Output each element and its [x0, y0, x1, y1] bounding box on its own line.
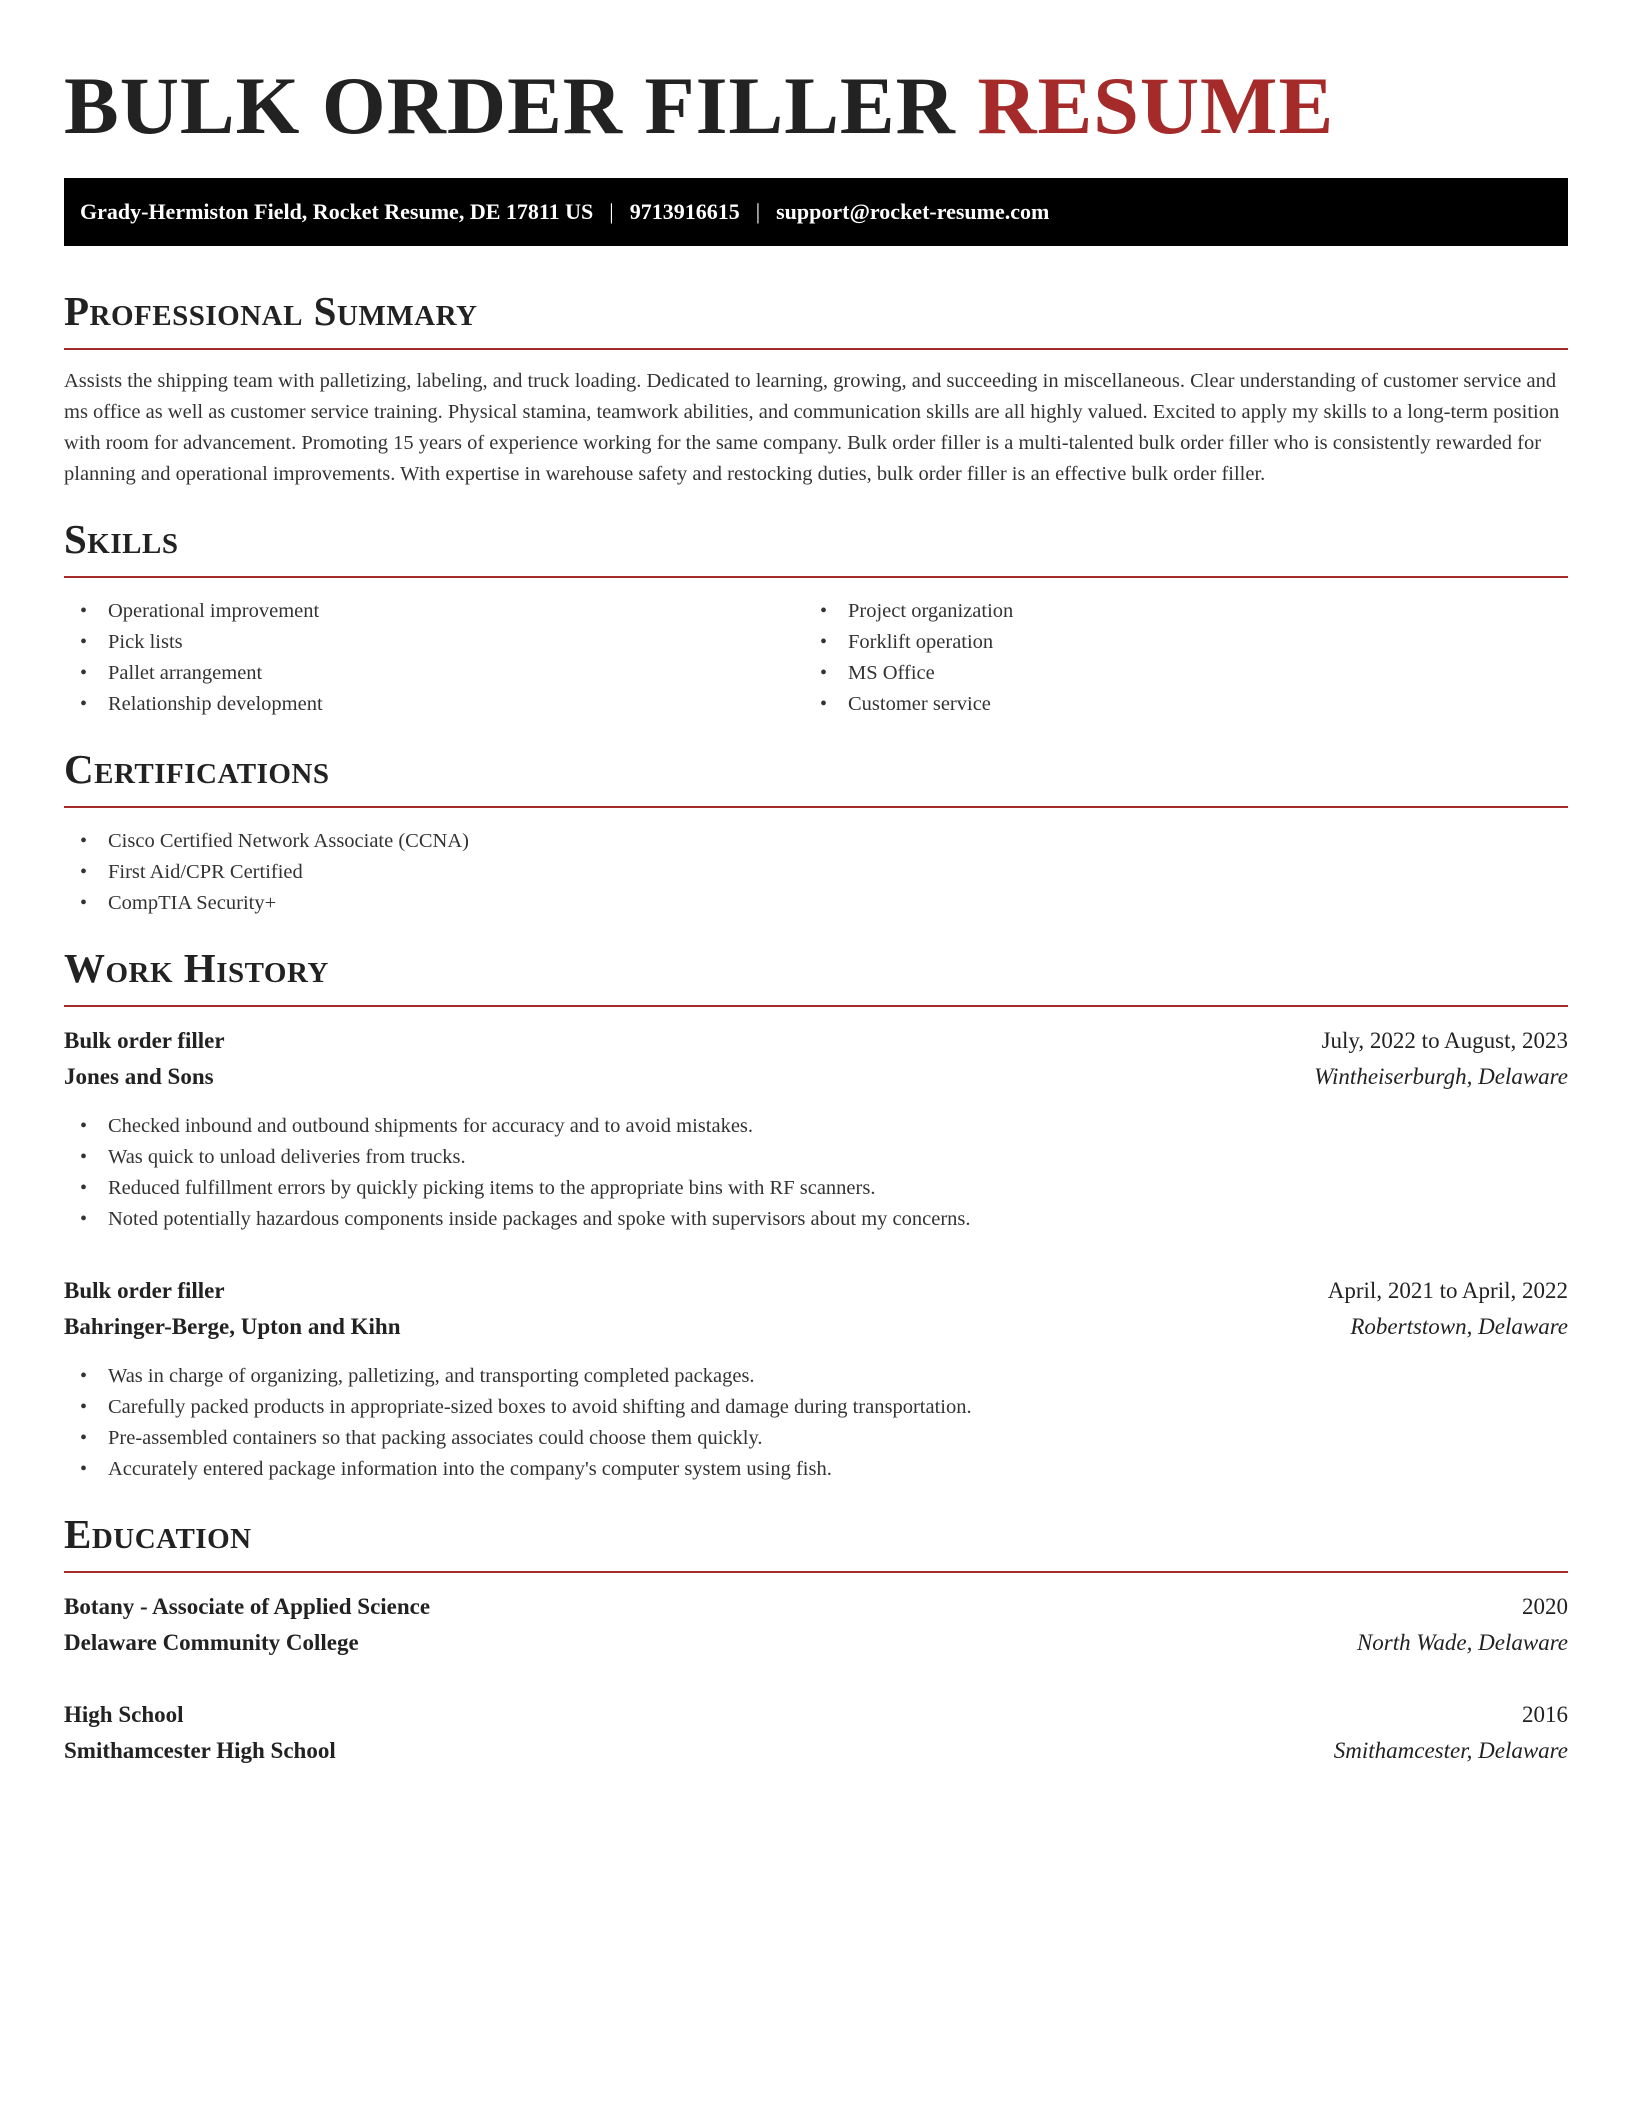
work-history-section	[64, 945, 1568, 1485]
summary-text: Assists the shipping team with palletizing, labeling, and truck loading. Dedicated to learning, growing, and succeeding in miscellaneous. Clear understanding of customer service and ms office as well as customer service training. Physical stamina, teamwork abilities, and communication skills are all highly valued. Excited to apply my skills to a long-term position with room for advancement. Promoting 15 years of experience working for the same company. Bulk order filler is a multi-talented bulk order filler who is consistently rewarded for planning and operational improvements. With expertise in warehouse safety and restocking duties, bulk order filler is an effective bulk order filler.	[64, 370, 1560, 485]
skill-item: • MS Office	[804, 658, 1544, 689]
job-duties-list	[64, 1361, 1568, 1485]
skill-item: • Pick lists	[64, 627, 804, 658]
section-heading: Certifications	[64, 746, 330, 792]
section-divider	[64, 1005, 1568, 1007]
certification-item: • First Aid/CPR Certified	[64, 857, 1568, 888]
section-divider	[64, 348, 1568, 350]
section-divider	[64, 1571, 1568, 1573]
education-year: 2020	[1522, 1594, 1568, 1619]
education-year: 2016	[1522, 1702, 1568, 1727]
job-duty: • Accurately entered package information into the company's computer system using fish.	[64, 1454, 1568, 1485]
job-location: Wintheiserburgh, Delaware	[1314, 1064, 1568, 1089]
resume-title	[64, 56, 1568, 152]
contact-separator: |	[609, 199, 614, 224]
contact-phone: 9713916615	[629, 199, 740, 224]
section-heading: Education	[64, 1511, 252, 1557]
section-divider	[64, 576, 1568, 578]
education-entry	[64, 1591, 1568, 1659]
job-entry	[64, 1275, 1568, 1485]
certifications-section	[64, 746, 1568, 919]
certifications-list	[64, 826, 1568, 919]
job-duty: • Reduced fulfillment errors by quickly picking items to the appropriate bins with RF scanners.	[64, 1173, 1568, 1204]
certification-item: • Cisco Certified Network Associate (CCNA)	[64, 826, 1568, 857]
education-location: Smithamcester, Delaware	[1333, 1738, 1568, 1763]
job-duty: • Carefully packed products in appropriate-sized boxes to avoid shifting and damage during transportation.	[64, 1392, 1568, 1423]
contact-bar	[64, 178, 1568, 246]
skill-item: • Customer service	[804, 689, 1544, 720]
skills-section	[64, 516, 1568, 720]
skills-list-left	[64, 596, 804, 720]
skills-list-right	[804, 596, 1544, 720]
job-location: Robertstown, Delaware	[1350, 1314, 1568, 1339]
job-title: Bulk order filler	[64, 1278, 225, 1303]
skill-item: • Operational improvement	[64, 596, 804, 627]
skill-item: • Project organization	[804, 596, 1544, 627]
job-duty: • Pre-assembled containers so that packing associates could choose them quickly.	[64, 1423, 1568, 1454]
skill-item: • Pallet arrangement	[64, 658, 804, 689]
contact-address: Grady-Hermiston Field, Rocket Resume, DE 17811 US	[80, 199, 594, 224]
contact-separator: |	[755, 199, 761, 224]
education-school: Smithamcester High School	[64, 1738, 336, 1763]
job-duty: • Checked inbound and outbound shipments for accuracy and to avoid mistakes.	[64, 1111, 1568, 1142]
job-duty: • Was quick to unload deliveries from trucks.	[64, 1142, 1568, 1173]
certification-item: • CompTIA Security+	[64, 888, 1568, 919]
job-duties-list	[64, 1111, 1568, 1235]
education-school: Delaware Community College	[64, 1630, 359, 1655]
job-title: Bulk order filler	[64, 1028, 225, 1053]
skill-item: • Forklift operation	[804, 627, 1544, 658]
title-accent: RESUME	[977, 60, 1335, 151]
job-duty: • Noted potentially hazardous components inside packages and spoke with supervisors about my concerns.	[64, 1204, 1568, 1235]
skills-grid	[64, 596, 1568, 720]
job-dates: April, 2021 to April, 2022	[1327, 1278, 1568, 1303]
section-heading: Skills	[64, 516, 179, 562]
section-heading: Work History	[64, 945, 329, 991]
section-heading: Professional Summary	[64, 288, 478, 334]
job-duty: • Was in charge of organizing, palletizing, and transporting completed packages.	[64, 1361, 1568, 1392]
section-divider	[64, 806, 1568, 808]
job-company: Jones and Sons	[64, 1064, 214, 1089]
summary-section	[64, 288, 1568, 490]
education-location: North Wade, Delaware	[1356, 1630, 1568, 1655]
education-degree: Botany - Associate of Applied Science	[64, 1594, 431, 1619]
job-company: Bahringer-Berge, Upton and Kihn	[64, 1314, 401, 1339]
education-section	[64, 1511, 1568, 1767]
job-entry	[64, 1025, 1568, 1235]
contact-email: support@rocket-resume.com	[776, 199, 1050, 224]
job-dates: July, 2022 to August, 2023	[1321, 1028, 1568, 1053]
skill-item: • Relationship development	[64, 689, 804, 720]
education-degree: High School	[64, 1702, 184, 1727]
title-main: BULK ORDER FILLER	[64, 60, 956, 151]
education-entry	[64, 1699, 1568, 1767]
